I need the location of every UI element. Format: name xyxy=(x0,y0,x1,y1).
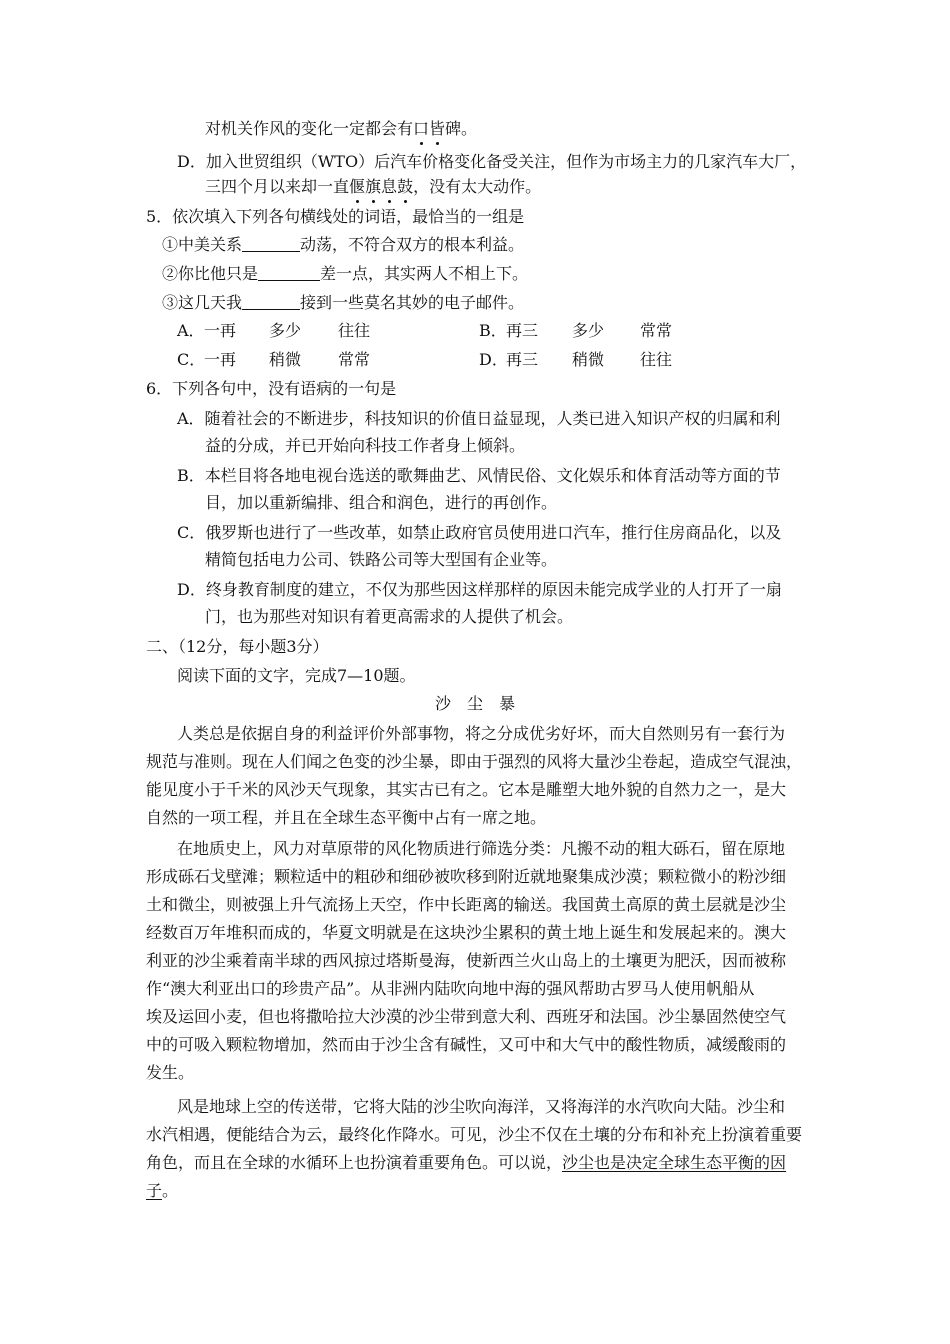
option-word: 多少 xyxy=(269,321,302,340)
fill-blank xyxy=(258,264,320,281)
q6-option-b-line2: 目，加以重新编排、组合和润色，进行的再创作。 xyxy=(205,493,558,512)
passage-p2-line4: 经数百万年堆积而成的，华夏文明就是在这块沙尘累积的黄土地上诞生和发展起来的。澳大 xyxy=(146,923,787,942)
emphasis-char: 旗 xyxy=(365,177,382,196)
q5-sentence-3 xyxy=(162,292,524,314)
text: ③这几天我 xyxy=(162,293,243,312)
option-letter: C． xyxy=(177,350,206,369)
passage-p3-line2: 水汽相遇，便能结合为云，最终化作降水。可见，沙尘不仅在土壤的分布和补充上扮演着重要 xyxy=(146,1125,803,1144)
option-letter: B． xyxy=(479,321,507,340)
emphasis-char: 鼓 xyxy=(397,177,414,196)
underlined-sentence: 子 xyxy=(146,1181,163,1200)
q6-option-a-line2: 益的分成，并已开始向科技工作者身上倾斜。 xyxy=(205,436,526,455)
text: 动荡，不符合双方的根本利益。 xyxy=(300,235,525,254)
passage-p1-line3: 能见度小于千米的风沙天气现象，其实古已有之。它本是雕塑大地外貌的自然力之一，是大 xyxy=(146,780,787,799)
emphasis-char: 息 xyxy=(381,177,398,196)
fill-blank xyxy=(242,293,300,310)
q6-option-c-line1: C．俄罗斯也进行了一些改革，如禁止政府官员使用进口汽车，推行住房商品化，以及 xyxy=(177,523,782,542)
option-word: 多少 xyxy=(572,321,605,340)
section-2-instruction: 阅读下面的文字，完成7—10题。 xyxy=(177,666,416,685)
q6-stem: 6．下列各句中，没有语病的一句是 xyxy=(146,379,397,398)
passage-p2-line8: 中的可吸入颗粒物增加，然而由于沙尘含有碱性，又可中和大气中的酸性物质，减缓酸雨的 xyxy=(146,1035,787,1054)
passage-p1-line2: 规范与准则。现在人们闻之色变的沙尘暴，即由于强烈的风将大量沙尘卷起，造成空气混浊， xyxy=(146,752,803,771)
text: 角色，而且在全球的水循环上也扮演着重要角色。可以说， xyxy=(146,1153,563,1172)
emphasis-char: 口 xyxy=(413,119,430,138)
option-word: 常常 xyxy=(640,321,673,340)
underlined-sentence: 沙尘也是决定全球生态平衡的因 xyxy=(562,1153,787,1172)
q5-sentence-2 xyxy=(162,263,528,285)
q4-option-c-continuation xyxy=(205,118,477,140)
option-word: 再三 xyxy=(506,350,539,369)
passage-p2-line9: 发生。 xyxy=(146,1063,195,1082)
passage-p2-line6: 作“澳大利亚出口的珍贵产品”。从非洲内陆吹向地中海的强风帮助古罗马人使用帆船从 xyxy=(146,979,755,998)
q6-option-d-line1: D．终身教育制度的建立，不仅为那些因这样那样的原因未能完成学业的人打开了一扇 xyxy=(177,580,782,599)
text: 对机关作风的变化一定都会有 xyxy=(205,119,414,138)
passage-p2-line1: 在地质史上，风力对草原带的风化物质进行筛选分类：凡搬不动的粗大砾石，留在原地 xyxy=(177,839,786,858)
option-word: 一再 xyxy=(204,321,237,340)
option-word: 一再 xyxy=(204,350,237,369)
passage-p2-line5: 利亚的沙尘乘着南半球的西风掠过塔斯曼海，使新西兰火山岛上的土壤更为肥沃，因而被称 xyxy=(146,951,787,970)
q4-option-d-line2 xyxy=(205,176,541,198)
q6-option-d-line2: 门，也为那些对知识有着更高需求的人提供了机会。 xyxy=(205,607,574,626)
option-word: 常常 xyxy=(338,350,371,369)
text: ，没有太大动作。 xyxy=(413,177,542,196)
option-letter: A． xyxy=(177,321,205,340)
text: 接到一些莫名其妙的电子邮件。 xyxy=(300,293,525,312)
section-2-header: 二、（12分，每小题3分） xyxy=(146,637,329,656)
q6-option-c-line2: 精简包括电力公司、铁路公司等大型国有企业等。 xyxy=(205,550,558,569)
passage-title: 沙 尘 暴 xyxy=(434,694,515,713)
option-word: 往往 xyxy=(338,321,371,340)
text: 。 xyxy=(162,1181,179,1200)
text: ①中美关系 xyxy=(162,235,243,254)
text: ②你比他只是 xyxy=(162,264,259,283)
option-word: 稍微 xyxy=(572,350,605,369)
emphasis-char: 皆 xyxy=(429,119,446,138)
passage-p2-line2: 形成砾石戈壁滩；颗粒适中的粗砂和细砂被吹移到附近就地聚集成沙漠；颗粒微小的粉沙细 xyxy=(146,867,787,886)
q5-sentence-1 xyxy=(162,234,524,256)
q4-option-d-line1: D．加入世贸组织（WTO）后汽车价格变化备受关注，但作为市场主力的几家汽车大厂， xyxy=(177,152,807,171)
passage-p3-line4 xyxy=(146,1180,178,1202)
passage-p1-line4: 自然的一项工程，并且在全球生态平衡中占有一席之地。 xyxy=(146,808,547,827)
option-letter: D． xyxy=(479,350,508,369)
passage-p3-line3 xyxy=(146,1152,786,1174)
passage-p1-line1: 人类总是依据自身的利益评价外部事物，将之分成优劣好坏，而大自然则另有一套行为 xyxy=(177,724,786,743)
fill-blank xyxy=(242,235,300,252)
passage-p3-line1: 风是地球上空的传送带，它将大陆的沙尘吹向海洋，又将海洋的水汽吹向大陆。沙尘和 xyxy=(177,1097,786,1116)
passage-p2-line7: 埃及运回小麦，但也将撒哈拉大沙漠的沙尘带到意大利、西班牙和法国。沙尘暴固然使空气 xyxy=(146,1007,787,1026)
text: 差一点，其实两人不相上下。 xyxy=(320,264,529,283)
option-word: 稍微 xyxy=(269,350,302,369)
option-word: 再三 xyxy=(506,321,539,340)
q6-option-a-line1: A．随着社会的不断进步，科技知识的价值日益显现，人类已进入知识产权的归属和利 xyxy=(177,409,781,428)
q6-option-b-line1: B．本栏目将各地电视台选送的歌舞曲艺、风情民俗、文化娱乐和体育活动等方面的节 xyxy=(177,466,781,485)
text: 碑。 xyxy=(445,119,478,138)
q5-stem: 5．依次填入下列各句横线处的词语，最恰当的一组是 xyxy=(146,207,525,226)
emphasis-char: 偃 xyxy=(349,177,366,196)
text: 三四个月以来却一直 xyxy=(205,177,350,196)
option-word: 往往 xyxy=(640,350,673,369)
passage-p2-line3: 土和微尘，则被强上升气流扬上天空，作中长距离的输送。我国黄土高原的黄土层就是沙尘 xyxy=(146,895,787,914)
